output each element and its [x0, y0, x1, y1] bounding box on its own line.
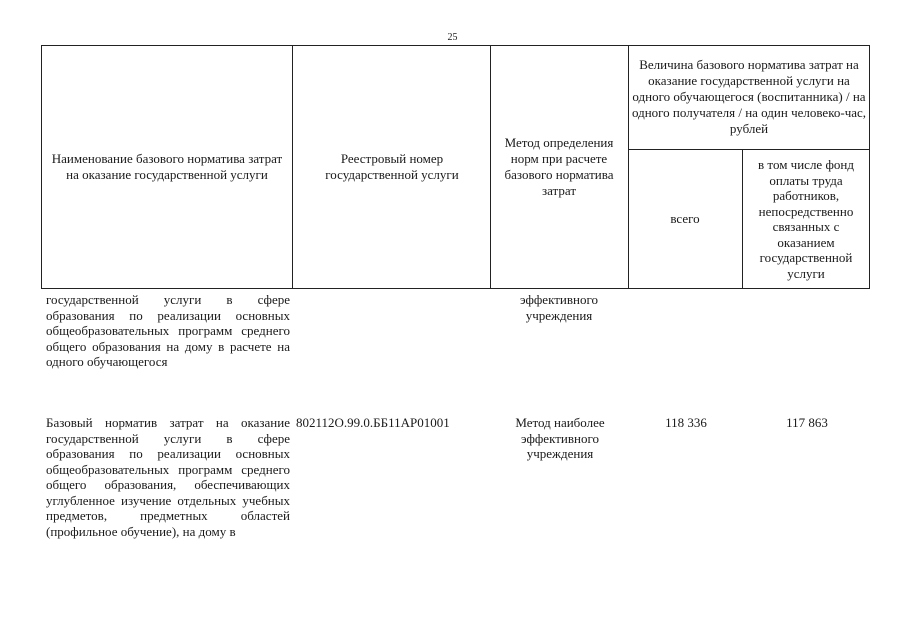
header-col-divider-3: [628, 45, 629, 289]
row-wage: 117 863: [786, 415, 828, 430]
row-method: Метод наиболее эффективного учреждения: [515, 415, 605, 461]
row-method: эффективного учреждения: [520, 292, 598, 323]
row-total: 118 336: [665, 415, 707, 430]
header-method-cell: Метод определения норм при расчете базового норматива затрат: [504, 135, 614, 198]
header-left-border: [41, 45, 42, 289]
header-right-border: [869, 45, 870, 289]
header-total-cell: всего: [670, 211, 700, 226]
header-col-divider-1: [292, 45, 293, 289]
page-number: 25: [447, 32, 458, 43]
header-wage-cell: в том числе фонд оплаты труда работников, непосредственно связанных с оказанием государственной услуги: [758, 157, 854, 281]
header-col-divider-4: [742, 149, 743, 289]
header-registry-cell: Реестровый номер государственной услуги: [325, 151, 459, 182]
row-name: Базовый норматив затрат на оказание государственной услуги в сфере образования по реализации основных общеобразовательных программ среднего общего образования, обеспечивающих углубленное изучение отдельных учебных предметов, предметных областей (профильное обучение), на дому в: [46, 415, 290, 539]
header-col-divider-2: [490, 45, 491, 289]
row-registry: 802112О.99.0.ББ11АР01001: [296, 415, 450, 430]
header-name-cell: Наименование базового норматива затрат на оказание государственной услуги: [51, 151, 283, 182]
header-value-cell: Величина базового норматива затрат на оказание государственной услуги на одного обучающегося (воспитанника) / на одного получателя / на один человеко-час, рублей: [631, 57, 867, 136]
row-name: государственной услуги в сфере образования по реализации основных общеобразовательных программ среднего общего образования на дому в расчете на одного обучающегося: [46, 292, 290, 369]
